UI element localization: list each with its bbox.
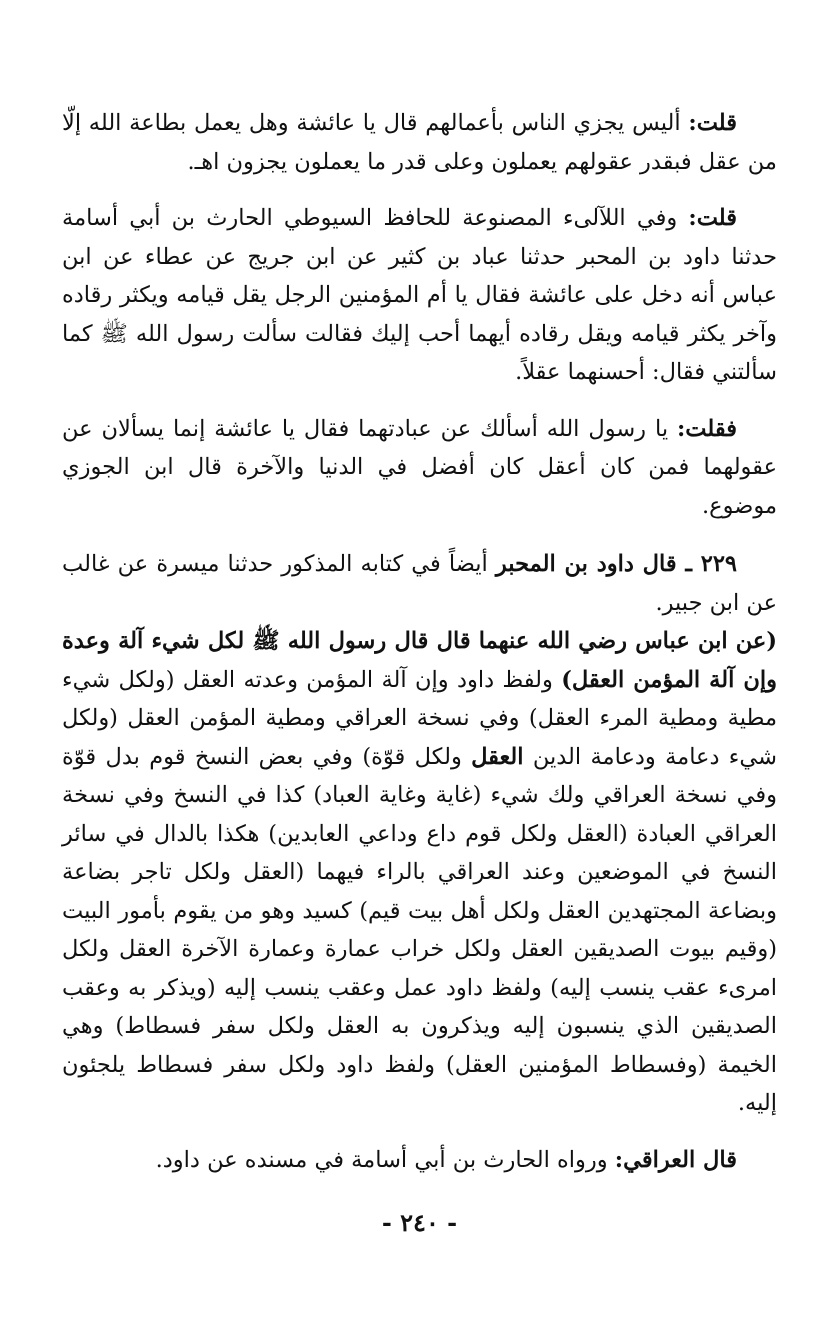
hadith-text-bold: (عن ابن عباس رضي الله عنهما قال قال رسول الله ﷺ لكل شيء آلة وعدة وإن آلة المؤمن العقل) <box>62 628 777 693</box>
paragraph-label: قال العراقي: <box>614 1146 737 1173</box>
paragraph-iraqi <box>62 1141 777 1180</box>
hadith-229-commentary <box>62 622 777 1123</box>
paragraph-1 <box>62 104 777 181</box>
paragraph-label: فقلت: <box>677 415 737 442</box>
paragraph-text: أليس يجزي الناس بأعمالهم قال يا عائشة وهل يعمل بطاعة الله إلّا من عقل فبقدر عقولهم يعملون وعلى قدر ما يعملون يجزون اهـ. <box>62 110 777 175</box>
paragraph-text: يا رسول الله أسألك عن عبادتهما فقال يا عائشة إنما يسألان عن عقولهما فمن كان أعقل كان أفضل في الدنيا والآخرة قال ابن الجوزي موضوع. <box>62 415 777 519</box>
bold-word: العقل <box>471 743 524 770</box>
commentary-text-a: ولفظ داود وإن آلة المؤمن وعدته العقل (ولكل شيء مطية ومطية المرء العقل) وفي نسخة العراقي ومطية المؤمن العقل (ولكل شيء دعامة ودعامة الدين <box>62 666 777 770</box>
paragraph-label: قلت: <box>688 205 737 231</box>
paragraph-3 <box>62 410 777 526</box>
paragraph-text: أيضاً في كتابه المذكور حدثنا ميسرة عن غالب عن ابن جبير. <box>62 551 777 616</box>
paragraph-text: وفي اللآلىء المصنوعة للحافظ السيوطي الحارث بن أبي أسامة حدثنا داود بن المحبر حدثنا عباد بن كثير عن ابن جريج عن عطاء عن ابن عباس أنه دخل على عائشة فقال يا أم المؤمنين الرجل يقل قيامه ويكثر رقاده وآخر يكثر قيامه ويقل رقاده أيهما أحب إليك فقالت سألت رسول الله ﷺ كما سألتني فقال: أحسنهما عقلاً. <box>62 205 777 385</box>
paragraph-text: ورواه الحارث بن أبي أسامة في مسنده عن داود. <box>155 1146 615 1173</box>
paragraph-label: قلت: <box>688 110 737 136</box>
paragraph-2 <box>62 199 777 392</box>
hadith-number-label: ٢٢٩ ـ قال داود بن المحبر <box>495 551 738 577</box>
hadith-229-heading <box>62 545 777 622</box>
commentary-text-b: ولكل قوّة) وفي بعض النسخ قوم بدل قوّة وفي نسخة العراقي ولك شيء (غاية وغاية العباد) كذا في النسخ وفي نسخة العراقي العبادة (العقل ولكل قوم داع وداعي العابدين) هكذا بالدال في سائر النسخ في الموضعين وعند العراقي بالراء فيهما (العقل ولكل تاجر بضاعة وبضاعة المجتهدين العقل ولكل أهل بيت قيم) كسيد وهو من يقوم بأمور البيت (وقيم بيوت الصديقين العقل ولكل خراب عمارة وعمارة الآخرة العقل ولكل امرىء عقب ينسب إليه) ولفظ داود عمل وعقب ينسب إليه (ويذكر به وعقب الصديقين الذي ينسبون إليه ويذكرون به العقل ولكل سفر فسطاط) وهي الخيمة (وفسطاط المؤمنين العقل) ولفظ داود ولكل سفر فسطاط يلجئون إليه. <box>62 743 777 1116</box>
page-number: - ٢٤٠ - <box>381 1208 458 1237</box>
